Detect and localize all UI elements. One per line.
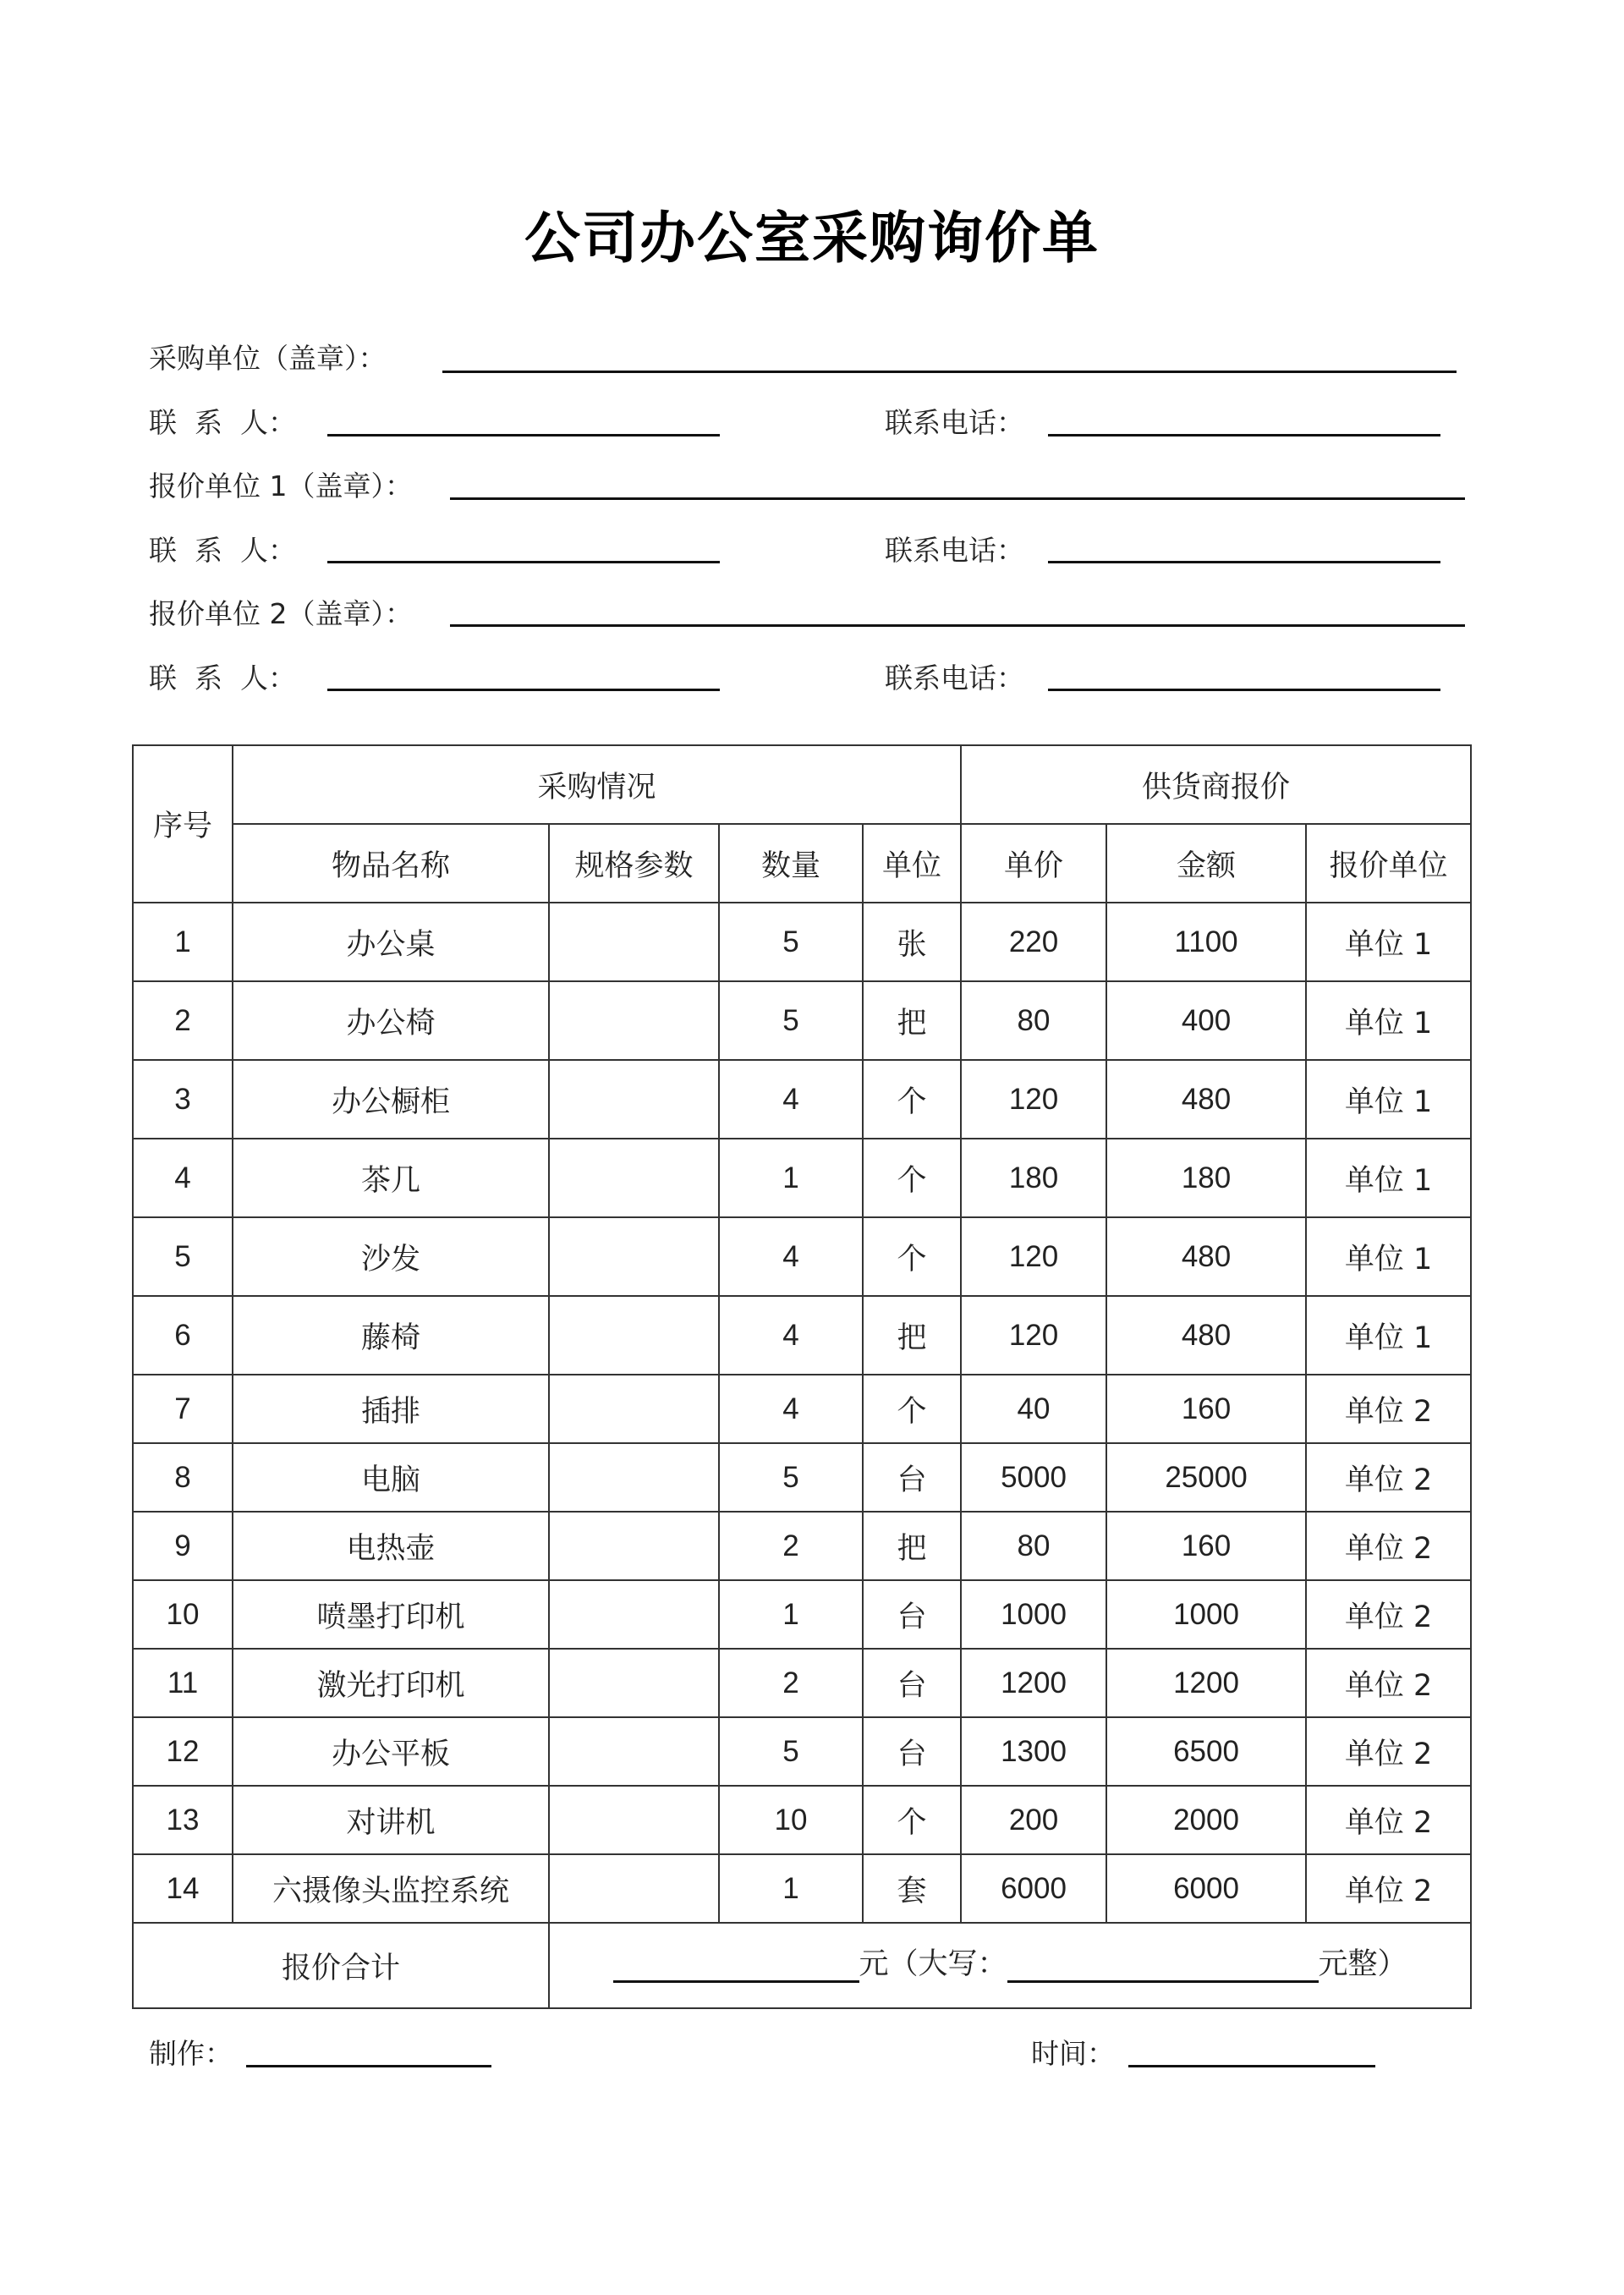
item-qty: 10	[719, 1786, 863, 1854]
quoter-unit: 单位 1	[1306, 1217, 1471, 1296]
amount: 160	[1106, 1375, 1306, 1443]
unit-price: 80	[961, 1512, 1106, 1580]
quoter-unit: 单位 2	[1306, 1375, 1471, 1443]
total-capital-field[interactable]	[1007, 1950, 1319, 1983]
item-name: 办公桌	[233, 903, 549, 981]
item-unit: 台	[863, 1580, 961, 1649]
header-quoter: 报价单位	[1306, 824, 1471, 903]
item-name: 办公平板	[233, 1717, 549, 1786]
item-spec[interactable]	[549, 1512, 719, 1580]
table-row	[133, 1443, 1471, 1512]
amount: 160	[1106, 1512, 1306, 1580]
table-row	[133, 1217, 1471, 1296]
item-name: 电热壶	[233, 1512, 549, 1580]
item-name: 电脑	[233, 1443, 549, 1512]
phone3-label: 联系电话：	[885, 662, 1024, 695]
unit-price: 180	[961, 1139, 1106, 1217]
unit-price: 1300	[961, 1717, 1106, 1786]
item-spec[interactable]	[549, 1854, 719, 1923]
total-yuan-label: 元（大写：	[859, 1947, 1007, 1981]
quoter-unit: 单位 2	[1306, 1512, 1471, 1580]
quotation-table	[132, 744, 1472, 2009]
quoter-unit: 单位 2	[1306, 1580, 1471, 1649]
maker-field[interactable]	[246, 2065, 491, 2067]
unit-price: 1200	[961, 1649, 1106, 1717]
item-spec[interactable]	[549, 903, 719, 981]
item-unit: 把	[863, 981, 961, 1060]
amount: 400	[1106, 981, 1306, 1060]
quoter2-label: 报价单位 2（盖章）：	[149, 597, 413, 630]
item-qty: 4	[719, 1060, 863, 1139]
total-value-cell	[549, 1923, 1471, 2008]
item-qty: 4	[719, 1375, 863, 1443]
table-row	[133, 903, 1471, 981]
item-unit: 台	[863, 1717, 961, 1786]
amount: 1000	[1106, 1580, 1306, 1649]
item-spec[interactable]	[549, 1296, 719, 1375]
unit-price: 40	[961, 1375, 1106, 1443]
page-title: 公司办公室采购询价单	[524, 206, 1100, 271]
table-row	[133, 1854, 1471, 1923]
header-price: 单价	[961, 824, 1106, 903]
header-unit: 单位	[863, 824, 961, 903]
item-name: 对讲机	[233, 1786, 549, 1854]
item-name: 插排	[233, 1375, 549, 1443]
phone2-label: 联系电话：	[885, 534, 1024, 567]
table-row	[133, 981, 1471, 1060]
row-seq: 6	[133, 1296, 233, 1375]
contact2-label: 联 系 人：	[149, 534, 296, 567]
item-spec[interactable]	[549, 1217, 719, 1296]
item-name: 藤椅	[233, 1296, 549, 1375]
item-qty: 4	[719, 1296, 863, 1375]
amount: 480	[1106, 1296, 1306, 1375]
item-name: 激光打印机	[233, 1649, 549, 1717]
quoter-unit: 单位 2	[1306, 1649, 1471, 1717]
row-seq: 1	[133, 903, 233, 981]
amount: 480	[1106, 1217, 1306, 1296]
row-seq: 3	[133, 1060, 233, 1139]
quoter-unit: 单位 1	[1306, 903, 1471, 981]
quoter-unit: 单位 2	[1306, 1717, 1471, 1786]
header-seq: 序号	[133, 745, 233, 903]
amount: 6000	[1106, 1854, 1306, 1923]
total-label: 报价合计	[133, 1923, 549, 2008]
item-spec[interactable]	[549, 1060, 719, 1139]
contact3-field[interactable]	[327, 689, 720, 691]
item-name: 六摄像头监控系统	[233, 1854, 549, 1923]
item-qty: 5	[719, 981, 863, 1060]
time-label: 时间：	[1031, 2037, 1115, 2070]
row-seq: 9	[133, 1512, 233, 1580]
item-name: 喷墨打印机	[233, 1580, 549, 1649]
amount: 6500	[1106, 1717, 1306, 1786]
item-qty: 5	[719, 903, 863, 981]
table-row	[133, 1786, 1471, 1854]
row-seq: 4	[133, 1139, 233, 1217]
item-unit: 张	[863, 903, 961, 981]
quoter2-field[interactable]	[450, 624, 1465, 627]
contact2-field[interactable]	[327, 561, 720, 563]
item-unit: 把	[863, 1296, 961, 1375]
table-row	[133, 1060, 1471, 1139]
item-qty: 1	[719, 1854, 863, 1923]
item-name: 茶几	[233, 1139, 549, 1217]
amount: 1200	[1106, 1649, 1306, 1717]
unit-price: 220	[961, 903, 1106, 981]
item-unit: 个	[863, 1139, 961, 1217]
row-seq: 5	[133, 1217, 233, 1296]
item-qty: 4	[719, 1217, 863, 1296]
purchaser-label: 采购单位（盖章）：	[149, 342, 387, 375]
contact1-label: 联 系 人：	[149, 406, 296, 439]
item-unit: 个	[863, 1217, 961, 1296]
phone3-field[interactable]	[1048, 689, 1440, 691]
item-spec[interactable]	[549, 981, 719, 1060]
unit-price: 80	[961, 981, 1106, 1060]
amount: 1100	[1106, 903, 1306, 981]
unit-price: 5000	[961, 1443, 1106, 1512]
amount: 25000	[1106, 1443, 1306, 1512]
quoter-unit: 单位 1	[1306, 981, 1471, 1060]
item-qty: 1	[719, 1139, 863, 1217]
item-spec[interactable]	[549, 1443, 719, 1512]
item-unit: 个	[863, 1375, 961, 1443]
total-amount-field[interactable]	[613, 1950, 859, 1983]
time-field[interactable]	[1128, 2065, 1375, 2067]
quoter1-field[interactable]	[450, 497, 1465, 500]
phone1-field[interactable]	[1048, 434, 1440, 436]
item-name: 沙发	[233, 1217, 549, 1296]
unit-price: 1000	[961, 1580, 1106, 1649]
table-row	[133, 1375, 1471, 1443]
item-unit: 台	[863, 1443, 961, 1512]
row-seq: 14	[133, 1854, 233, 1923]
phone2-field[interactable]	[1048, 561, 1440, 563]
table-row	[133, 1296, 1471, 1375]
item-spec[interactable]	[549, 1580, 719, 1649]
header-spec: 规格参数	[549, 824, 719, 903]
table-row	[133, 1139, 1471, 1217]
quoter-unit: 单位 1	[1306, 1060, 1471, 1139]
row-seq: 11	[133, 1649, 233, 1717]
item-name: 办公椅	[233, 981, 549, 1060]
phone1-label: 联系电话：	[885, 406, 1024, 439]
header-amount: 金额	[1106, 824, 1306, 903]
amount: 480	[1106, 1060, 1306, 1139]
quoter-unit: 单位 1	[1306, 1139, 1471, 1217]
row-seq: 7	[133, 1375, 233, 1443]
item-spec[interactable]	[549, 1375, 719, 1443]
header-supplier-group: 供货商报价	[961, 745, 1471, 824]
table-row	[133, 1580, 1471, 1649]
purchaser-field[interactable]	[442, 371, 1457, 373]
row-seq: 13	[133, 1786, 233, 1854]
item-unit: 个	[863, 1786, 961, 1854]
unit-price: 200	[961, 1786, 1106, 1854]
maker-label: 制作：	[149, 2037, 233, 2070]
unit-price: 120	[961, 1060, 1106, 1139]
item-spec[interactable]	[549, 1786, 719, 1854]
table-row	[133, 1512, 1471, 1580]
table-row	[133, 1717, 1471, 1786]
header-purchase-group: 采购情况	[233, 745, 961, 824]
row-seq: 12	[133, 1717, 233, 1786]
item-unit: 套	[863, 1854, 961, 1923]
quoter-unit: 单位 1	[1306, 1296, 1471, 1375]
item-qty: 2	[719, 1649, 863, 1717]
item-unit: 把	[863, 1512, 961, 1580]
quoter-unit: 单位 2	[1306, 1854, 1471, 1923]
header-item-name: 物品名称	[233, 824, 549, 903]
unit-price: 6000	[961, 1854, 1106, 1923]
item-spec[interactable]	[549, 1139, 719, 1217]
item-qty: 5	[719, 1443, 863, 1512]
item-qty: 5	[719, 1717, 863, 1786]
contact1-field[interactable]	[327, 434, 720, 436]
quoter1-label: 报价单位 1（盖章）：	[149, 469, 413, 502]
item-spec[interactable]	[549, 1717, 719, 1786]
quoter-unit: 单位 2	[1306, 1443, 1471, 1512]
unit-price: 120	[961, 1296, 1106, 1375]
row-seq: 8	[133, 1443, 233, 1512]
item-unit: 个	[863, 1060, 961, 1139]
amount: 2000	[1106, 1786, 1306, 1854]
header-qty: 数量	[719, 824, 863, 903]
total-suffix-label: 元整）	[1318, 1947, 1407, 1981]
item-name: 办公橱柜	[233, 1060, 549, 1139]
item-unit: 台	[863, 1649, 961, 1717]
row-seq: 2	[133, 981, 233, 1060]
item-qty: 1	[719, 1580, 863, 1649]
amount: 180	[1106, 1139, 1306, 1217]
contact3-label: 联 系 人：	[149, 662, 296, 695]
row-seq: 10	[133, 1580, 233, 1649]
quoter-unit: 单位 2	[1306, 1786, 1471, 1854]
item-spec[interactable]	[549, 1649, 719, 1717]
item-qty: 2	[719, 1512, 863, 1580]
table-row	[133, 1649, 1471, 1717]
unit-price: 120	[961, 1217, 1106, 1296]
